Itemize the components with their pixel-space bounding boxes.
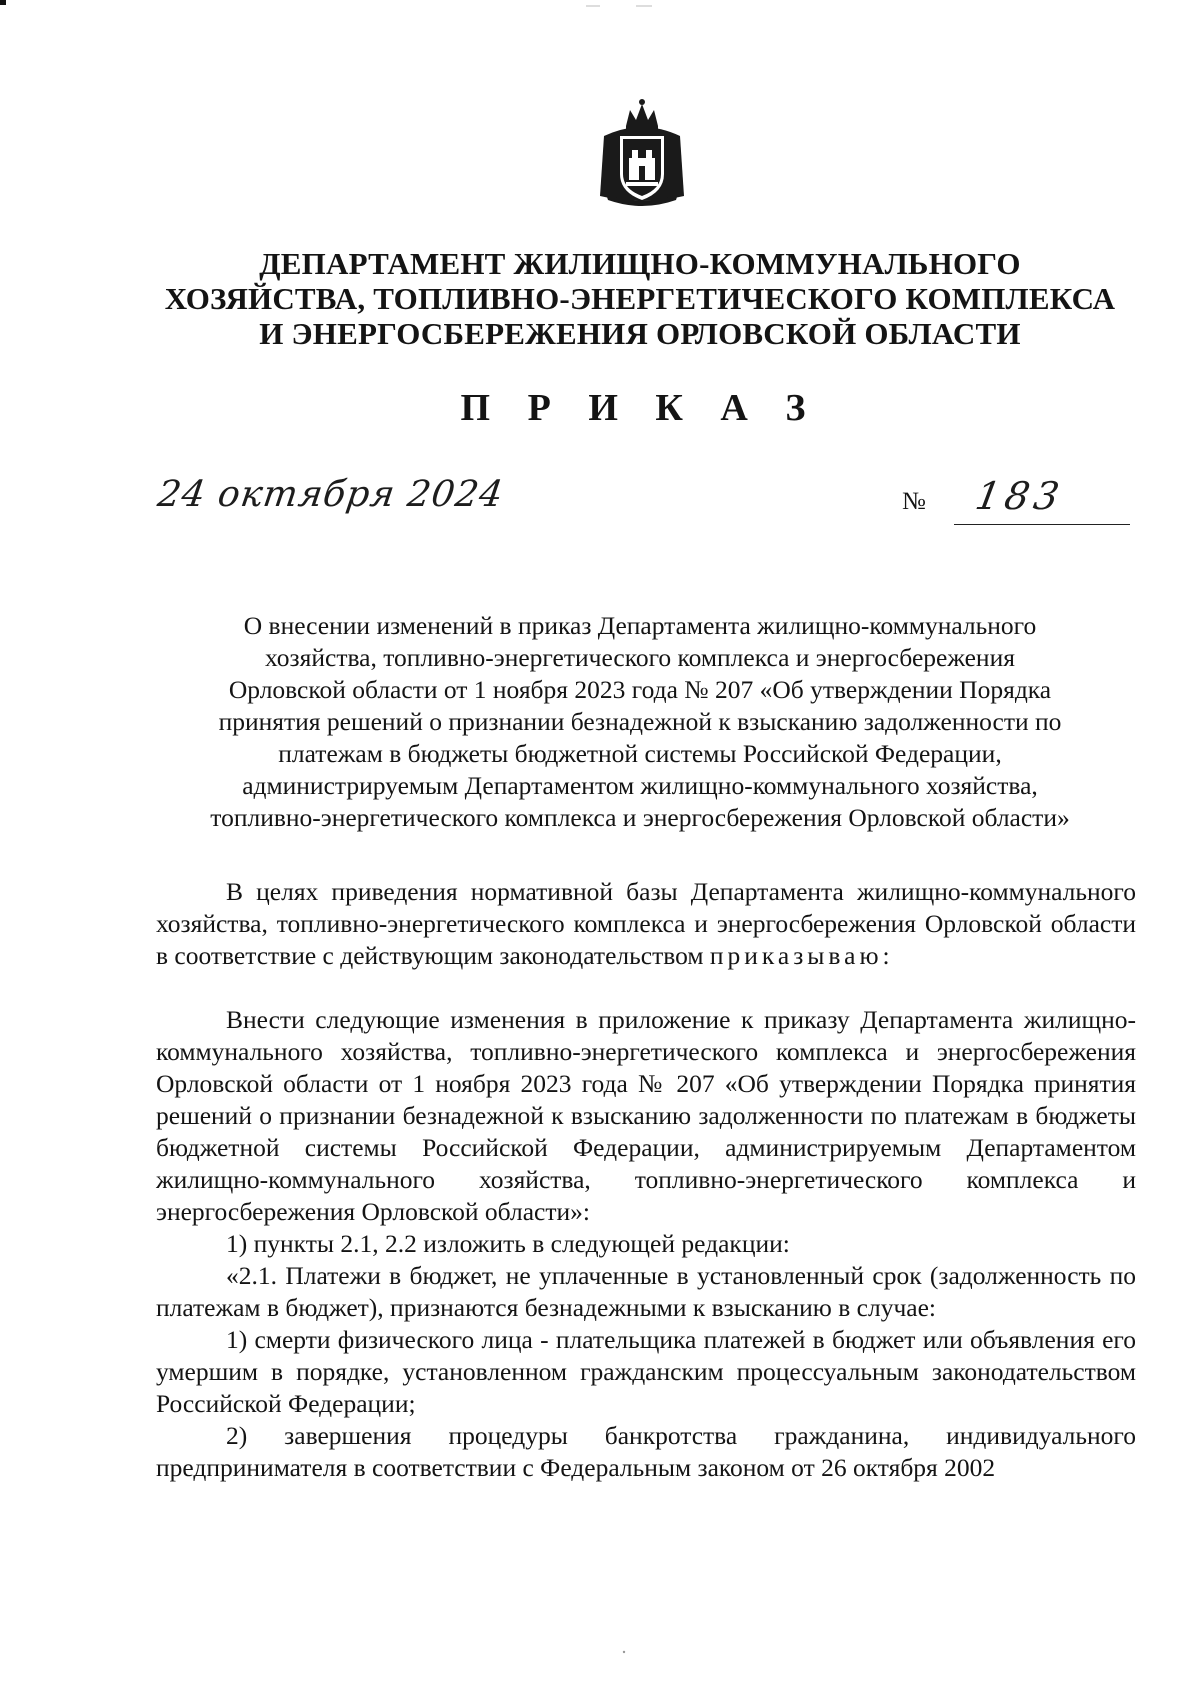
handwritten-date: 24 октября 2024 (155, 474, 507, 515)
preamble-text: В целях приведения нормативной базы Департамента жилищно-коммунального хозяйства, топливно-энергетического комплекса и энергосбережения Орловской области в соответствие с действующим законодательством (156, 877, 1136, 970)
body-paragraph: 1) пункты 2.1, 2.2 изложить в следующей редакции: (226, 1229, 790, 1258)
number-label: № (902, 488, 926, 515)
document-number (902, 474, 1128, 530)
document-subject (150, 610, 1130, 834)
subject-line: топливно-энергетического комплекса и энергосбережения Орловской области» (210, 803, 1070, 832)
preamble-paragraph (156, 876, 1136, 972)
department-line-2: ХОЗЯЙСТВА, ТОПЛИВНО-ЭНЕРГЕТИЧЕСКОГО КОМПЛЕКСА (164, 281, 1116, 316)
document-type-title: П Р И К А З (460, 387, 820, 429)
department-line-3: И ЭНЕРГОСБЕРЕЖЕНИЯ ОРЛОВСКОЙ ОБЛАСТИ (259, 316, 1021, 351)
subject-line: хозяйства, топливно-энергетического комплекса и энергосбережения (265, 643, 1015, 672)
body-paragraph: «2.1. Платежи в бюджет, не уплаченные в установленный срок (задолженность по платежам в бюджет), признаются безнадежными к взысканию в случае: (156, 1261, 1136, 1322)
subject-line: администрируемым Департаментом жилищно-коммунального хозяйства, (242, 771, 1038, 800)
number-underline (954, 524, 1130, 525)
coat-of-arms-icon (596, 96, 688, 208)
subject-line: О внесении изменений в приказ Департамента жилищно-коммунального (243, 611, 1037, 640)
order-word: приказываю: (709, 941, 894, 970)
department-line-1: ДЕПАРТАМЕНТ ЖИЛИЩНО-КОММУНАЛЬНОГО (259, 246, 1021, 281)
subject-line: платежам в бюджеты бюджетной системы Российской Федерации, (278, 739, 1002, 768)
document-body (156, 876, 1136, 1484)
subject-line: Орловской области от 1 ноября 2023 года № 207 «Об утверждении Порядка (228, 675, 1052, 704)
body-paragraph: 2) завершения процедуры банкротства гражданина, индивидуального предпринимателя в соответствии с Федеральным законом от 26 октября 2002 (156, 1421, 1136, 1482)
body-paragraph: 1) смерти физического лица - плательщика платежей в бюджет или объявления его умершим в порядке, установленном гражданским процессуальным законодательством Российской Федерации; (156, 1325, 1136, 1418)
department-header (150, 246, 1130, 351)
subject-line: принятия решений о признании безнадежной к взысканию задолженности по (218, 707, 1062, 736)
body-paragraph: Внести следующие изменения в приложение к приказу Департамента жилищно-коммунального хозяйства, топливно-энергетического комплекса и энергосбережения Орловской области от 1 ноября 2023 года № 207 «Об утверждении Порядка принятия решений о признании безнадежной к взысканию задолженности по платежам в бюджеты бюджетной системы Российской Федерации, администрируемым Департаментом жилищно-коммунального хозяйства, топливно-энергетического комплекса и энергосбережения Орловской области»: (156, 1005, 1136, 1226)
handwritten-number: 183 (972, 474, 1068, 518)
